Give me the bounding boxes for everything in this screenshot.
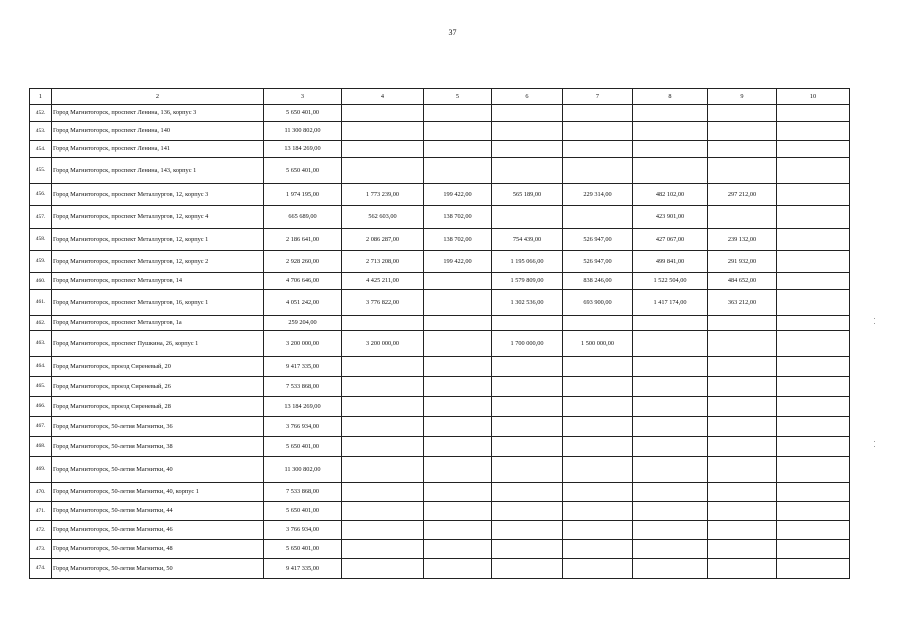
value-cell-c4 (342, 437, 424, 457)
value-cell-c5 (424, 521, 492, 540)
address-cell: Город Магнитогорск, проспект Ленина, 141 (52, 141, 264, 158)
value-cell-c3: 1 974 195,00 (264, 184, 342, 206)
table-row (30, 158, 850, 184)
value-cell-c6: 1 579 809,00 (492, 273, 563, 290)
value-cell-c4: 562 603,00 (342, 206, 424, 229)
value-cell-c7: 1 500 000,00 (563, 331, 633, 357)
value-cell-c10 (777, 273, 850, 290)
value-cell-c4: 3 776 822,00 (342, 290, 424, 316)
value-cell-c7 (563, 483, 633, 502)
address-cell: Город Магнитогорск, проспект Пушкина, 26, корпус 1 (52, 331, 264, 357)
row-number-cell: 471. (30, 502, 52, 521)
address-cell: Город Магнитогорск, проспект Металлургов, 14 (52, 273, 264, 290)
value-cell-c8 (633, 521, 708, 540)
value-cell-c5: 199 422,00 (424, 251, 492, 273)
address-cell: Город Магнитогорск, проспект Металлургов, 12, корпус 1 (52, 229, 264, 251)
value-cell-c7 (563, 357, 633, 377)
scan-speck (874, 323, 875, 324)
value-cell-c9: 297 212,00 (708, 184, 777, 206)
value-cell-c4: 1 773 239,00 (342, 184, 424, 206)
row-number-cell: 470. (30, 483, 52, 502)
table-row (30, 417, 850, 437)
address-cell: Город Магнитогорск, проспект Металлургов, 12, корпус 4 (52, 206, 264, 229)
row-number-cell: 454. (30, 141, 52, 158)
value-cell-c6: 1 302 536,00 (492, 290, 563, 316)
row-number-cell: 456. (30, 184, 52, 206)
value-cell-c8 (633, 437, 708, 457)
value-cell-c3: 3 766 934,00 (264, 521, 342, 540)
table-row (30, 251, 850, 273)
value-cell-c5 (424, 141, 492, 158)
value-cell-c4 (342, 521, 424, 540)
value-cell-c5 (424, 290, 492, 316)
table-row (30, 331, 850, 357)
header-cell: 1 (30, 89, 52, 105)
row-number-cell: 459. (30, 251, 52, 273)
table-row (30, 559, 850, 579)
page-number: 37 (448, 28, 457, 37)
value-cell-c10 (777, 397, 850, 417)
value-cell-c7 (563, 141, 633, 158)
value-cell-c3: 11 300 802,00 (264, 457, 342, 483)
row-number-cell: 452. (30, 105, 52, 122)
value-cell-c4: 2 713 208,00 (342, 251, 424, 273)
value-cell-c6 (492, 122, 563, 141)
value-cell-c8 (633, 483, 708, 502)
data-table (29, 88, 850, 579)
value-cell-c9 (708, 457, 777, 483)
address-cell: Город Магнитогорск, 50-летия Магнитки, 48 (52, 540, 264, 559)
value-cell-c4 (342, 502, 424, 521)
header-cell: 4 (342, 89, 424, 105)
value-cell-c7: 838 246,00 (563, 273, 633, 290)
value-cell-c6 (492, 502, 563, 521)
value-cell-c5: 138 702,00 (424, 229, 492, 251)
row-number-cell: 461. (30, 290, 52, 316)
value-cell-c10 (777, 184, 850, 206)
value-cell-c9 (708, 331, 777, 357)
value-cell-c4 (342, 105, 424, 122)
value-cell-c7: 526 947,00 (563, 251, 633, 273)
table-row (30, 316, 850, 331)
row-number-cell: 453. (30, 122, 52, 141)
value-cell-c10 (777, 457, 850, 483)
value-cell-c6 (492, 559, 563, 579)
value-cell-c10 (777, 377, 850, 397)
value-cell-c3: 259 204,00 (264, 316, 342, 331)
value-cell-c4 (342, 377, 424, 397)
value-cell-c6 (492, 483, 563, 502)
value-cell-c5 (424, 559, 492, 579)
value-cell-c10 (777, 158, 850, 184)
value-cell-c7: 229 314,00 (563, 184, 633, 206)
scan-speck (874, 446, 875, 447)
value-cell-c9 (708, 483, 777, 502)
value-cell-c6 (492, 417, 563, 437)
value-cell-c8: 423 901,00 (633, 206, 708, 229)
value-cell-c7 (563, 397, 633, 417)
value-cell-c5 (424, 122, 492, 141)
value-cell-c10 (777, 316, 850, 331)
value-cell-c8: 1 522 504,00 (633, 273, 708, 290)
value-cell-c4 (342, 397, 424, 417)
value-cell-c10 (777, 521, 850, 540)
value-cell-c5 (424, 540, 492, 559)
address-cell: Город Магнитогорск, 50-летия Магнитки, 36 (52, 417, 264, 437)
value-cell-c7 (563, 377, 633, 397)
value-cell-c5 (424, 158, 492, 184)
value-cell-c6: 1 195 066,00 (492, 251, 563, 273)
value-cell-c5 (424, 105, 492, 122)
value-cell-c7 (563, 105, 633, 122)
value-cell-c8 (633, 417, 708, 437)
row-number-cell: 462. (30, 316, 52, 331)
value-cell-c9 (708, 417, 777, 437)
table-row (30, 377, 850, 397)
value-cell-c4 (342, 122, 424, 141)
value-cell-c10 (777, 251, 850, 273)
value-cell-c5 (424, 357, 492, 377)
value-cell-c7 (563, 521, 633, 540)
value-cell-c7: 693 900,00 (563, 290, 633, 316)
value-cell-c9 (708, 357, 777, 377)
address-cell: Город Магнитогорск, проспект Металлургов, 16, корпус 1 (52, 290, 264, 316)
value-cell-c6: 754 439,00 (492, 229, 563, 251)
value-cell-c5 (424, 316, 492, 331)
value-cell-c3: 13 184 269,00 (264, 141, 342, 158)
table-body (30, 105, 850, 579)
value-cell-c3: 2 186 641,00 (264, 229, 342, 251)
value-cell-c9 (708, 158, 777, 184)
row-number-cell: 466. (30, 397, 52, 417)
value-cell-c10 (777, 357, 850, 377)
row-number-cell: 464. (30, 357, 52, 377)
value-cell-c5 (424, 331, 492, 357)
row-number-cell: 460. (30, 273, 52, 290)
value-cell-c4: 2 086 287,00 (342, 229, 424, 251)
row-number-cell: 465. (30, 377, 52, 397)
value-cell-c8 (633, 316, 708, 331)
value-cell-c5: 199 422,00 (424, 184, 492, 206)
value-cell-c6: 565 189,00 (492, 184, 563, 206)
value-cell-c6 (492, 316, 563, 331)
value-cell-c6 (492, 437, 563, 457)
value-cell-c4 (342, 483, 424, 502)
value-cell-c7 (563, 417, 633, 437)
header-cell: 2 (52, 89, 264, 105)
value-cell-c4 (342, 417, 424, 437)
value-cell-c4 (342, 540, 424, 559)
value-cell-c9: 291 932,00 (708, 251, 777, 273)
value-cell-c8 (633, 331, 708, 357)
header-cell: 9 (708, 89, 777, 105)
value-cell-c9 (708, 377, 777, 397)
value-cell-c7 (563, 437, 633, 457)
table-row (30, 105, 850, 122)
value-cell-c4: 3 200 000,00 (342, 331, 424, 357)
value-cell-c4 (342, 158, 424, 184)
table-row (30, 457, 850, 483)
value-cell-c5 (424, 483, 492, 502)
row-number-cell: 455. (30, 158, 52, 184)
value-cell-c8 (633, 141, 708, 158)
value-cell-c3: 5 650 401,00 (264, 158, 342, 184)
value-cell-c5 (424, 437, 492, 457)
value-cell-c10 (777, 122, 850, 141)
value-cell-c10 (777, 540, 850, 559)
table-row (30, 437, 850, 457)
value-cell-c8: 1 417 174,00 (633, 290, 708, 316)
address-cell: Город Магнитогорск, 50-летия Магнитки, 44 (52, 502, 264, 521)
value-cell-c3: 9 417 335,00 (264, 357, 342, 377)
value-cell-c3: 11 300 802,00 (264, 122, 342, 141)
value-cell-c8 (633, 105, 708, 122)
table-row (30, 502, 850, 521)
value-cell-c10 (777, 141, 850, 158)
value-cell-c7 (563, 502, 633, 521)
value-cell-c8 (633, 540, 708, 559)
value-cell-c6 (492, 397, 563, 417)
value-cell-c6 (492, 521, 563, 540)
row-number-cell: 457. (30, 206, 52, 229)
value-cell-c10 (777, 559, 850, 579)
row-number-cell: 469. (30, 457, 52, 483)
address-cell: Город Магнитогорск, 50-летия Магнитки, 40 (52, 457, 264, 483)
value-cell-c6 (492, 377, 563, 397)
value-cell-c6 (492, 457, 563, 483)
value-cell-c10 (777, 206, 850, 229)
address-cell: Город Магнитогорск, 50-летия Магнитки, 38 (52, 437, 264, 457)
value-cell-c3: 4 706 646,00 (264, 273, 342, 290)
table-row (30, 483, 850, 502)
value-cell-c9: 363 212,00 (708, 290, 777, 316)
value-cell-c3: 665 689,00 (264, 206, 342, 229)
value-cell-c9 (708, 521, 777, 540)
value-cell-c8 (633, 397, 708, 417)
value-cell-c7 (563, 122, 633, 141)
value-cell-c8 (633, 158, 708, 184)
value-cell-c6 (492, 141, 563, 158)
value-cell-c10 (777, 229, 850, 251)
table-row (30, 521, 850, 540)
value-cell-c8 (633, 502, 708, 521)
header-cell: 5 (424, 89, 492, 105)
value-cell-c8: 499 841,00 (633, 251, 708, 273)
address-cell: Город Магнитогорск, проспект Ленина, 140 (52, 122, 264, 141)
value-cell-c6 (492, 158, 563, 184)
value-cell-c5 (424, 273, 492, 290)
value-cell-c9 (708, 540, 777, 559)
address-cell: Город Магнитогорск, проспект Металлургов, 12, корпус 2 (52, 251, 264, 273)
value-cell-c5 (424, 417, 492, 437)
scan-speck (874, 318, 875, 319)
value-cell-c4 (342, 457, 424, 483)
address-cell: Город Магнитогорск, проспект Металлургов, 12, корпус 3 (52, 184, 264, 206)
value-cell-c7: 526 947,00 (563, 229, 633, 251)
table-row (30, 141, 850, 158)
value-cell-c9 (708, 206, 777, 229)
header-cell: 8 (633, 89, 708, 105)
value-cell-c3: 13 184 269,00 (264, 397, 342, 417)
value-cell-c10 (777, 483, 850, 502)
value-cell-c7 (563, 457, 633, 483)
value-cell-c7 (563, 206, 633, 229)
value-cell-c8 (633, 457, 708, 483)
value-cell-c10 (777, 331, 850, 357)
address-cell: Город Магнитогорск, проезд Сиреневый, 26 (52, 377, 264, 397)
value-cell-c9 (708, 397, 777, 417)
address-cell: Город Магнитогорск, 50-летия Магнитки, 46 (52, 521, 264, 540)
table-row (30, 122, 850, 141)
value-cell-c7 (563, 158, 633, 184)
value-cell-c9 (708, 141, 777, 158)
value-cell-c3: 5 650 401,00 (264, 437, 342, 457)
value-cell-c4 (342, 316, 424, 331)
value-cell-c7 (563, 316, 633, 331)
value-cell-c9 (708, 437, 777, 457)
value-cell-c10 (777, 290, 850, 316)
value-cell-c8: 482 102,00 (633, 184, 708, 206)
header-cell: 10 (777, 89, 850, 105)
value-cell-c6 (492, 105, 563, 122)
value-cell-c4: 4 425 211,00 (342, 273, 424, 290)
value-cell-c8: 427 067,00 (633, 229, 708, 251)
value-cell-c4 (342, 559, 424, 579)
value-cell-c5 (424, 502, 492, 521)
address-cell: Город Магнитогорск, проезд Сиреневый, 20 (52, 357, 264, 377)
value-cell-c8 (633, 357, 708, 377)
table-row (30, 397, 850, 417)
value-cell-c9 (708, 559, 777, 579)
value-cell-c3: 7 533 868,00 (264, 377, 342, 397)
value-cell-c5 (424, 377, 492, 397)
value-cell-c5 (424, 397, 492, 417)
value-cell-c3: 5 650 401,00 (264, 540, 342, 559)
table-row (30, 273, 850, 290)
value-cell-c4 (342, 357, 424, 377)
value-cell-c6: 1 700 000,00 (492, 331, 563, 357)
table-row (30, 229, 850, 251)
address-cell: Город Магнитогорск, проспект Ленина, 136, корпус 3 (52, 105, 264, 122)
header-cell: 6 (492, 89, 563, 105)
value-cell-c10 (777, 437, 850, 457)
value-cell-c3: 4 051 242,00 (264, 290, 342, 316)
value-cell-c9: 239 132,00 (708, 229, 777, 251)
row-number-cell: 473. (30, 540, 52, 559)
value-cell-c3: 7 533 868,00 (264, 483, 342, 502)
value-cell-c7 (563, 559, 633, 579)
table-row (30, 357, 850, 377)
value-cell-c6 (492, 540, 563, 559)
value-cell-c10 (777, 105, 850, 122)
value-cell-c3: 3 200 000,00 (264, 331, 342, 357)
header-cell: 3 (264, 89, 342, 105)
value-cell-c9 (708, 122, 777, 141)
address-cell: Город Магнитогорск, 50-летия Магнитки, 40, корпус 1 (52, 483, 264, 502)
table-row (30, 206, 850, 229)
value-cell-c6 (492, 357, 563, 377)
value-cell-c10 (777, 417, 850, 437)
value-cell-c6 (492, 206, 563, 229)
value-cell-c3: 5 650 401,00 (264, 105, 342, 122)
row-number-cell: 472. (30, 521, 52, 540)
scan-speck (874, 441, 875, 442)
row-number-cell: 474. (30, 559, 52, 579)
header-cell: 7 (563, 89, 633, 105)
value-cell-c9 (708, 316, 777, 331)
row-number-cell: 468. (30, 437, 52, 457)
value-cell-c9 (708, 105, 777, 122)
value-cell-c8 (633, 122, 708, 141)
value-cell-c10 (777, 502, 850, 521)
value-cell-c5: 138 702,00 (424, 206, 492, 229)
value-cell-c8 (633, 559, 708, 579)
row-number-cell: 467. (30, 417, 52, 437)
value-cell-c3: 5 650 401,00 (264, 502, 342, 521)
row-number-cell: 458. (30, 229, 52, 251)
table-row (30, 540, 850, 559)
value-cell-c5 (424, 457, 492, 483)
value-cell-c7 (563, 540, 633, 559)
value-cell-c3: 2 928 260,00 (264, 251, 342, 273)
value-cell-c8 (633, 377, 708, 397)
header-row (30, 89, 850, 105)
table-row (30, 290, 850, 316)
address-cell: Город Магнитогорск, проспект Ленина, 143, корпус 1 (52, 158, 264, 184)
address-cell: Город Магнитогорск, 50-летия Магнитки, 50 (52, 559, 264, 579)
row-number-cell: 463. (30, 331, 52, 357)
value-cell-c9 (708, 502, 777, 521)
address-cell: Город Магнитогорск, проспект Металлургов, 1а (52, 316, 264, 331)
address-cell: Город Магнитогорск, проезд Сиреневый, 28 (52, 397, 264, 417)
table-row (30, 184, 850, 206)
value-cell-c3: 3 766 934,00 (264, 417, 342, 437)
value-cell-c3: 9 417 335,00 (264, 559, 342, 579)
value-cell-c4 (342, 141, 424, 158)
value-cell-c9: 484 652,00 (708, 273, 777, 290)
